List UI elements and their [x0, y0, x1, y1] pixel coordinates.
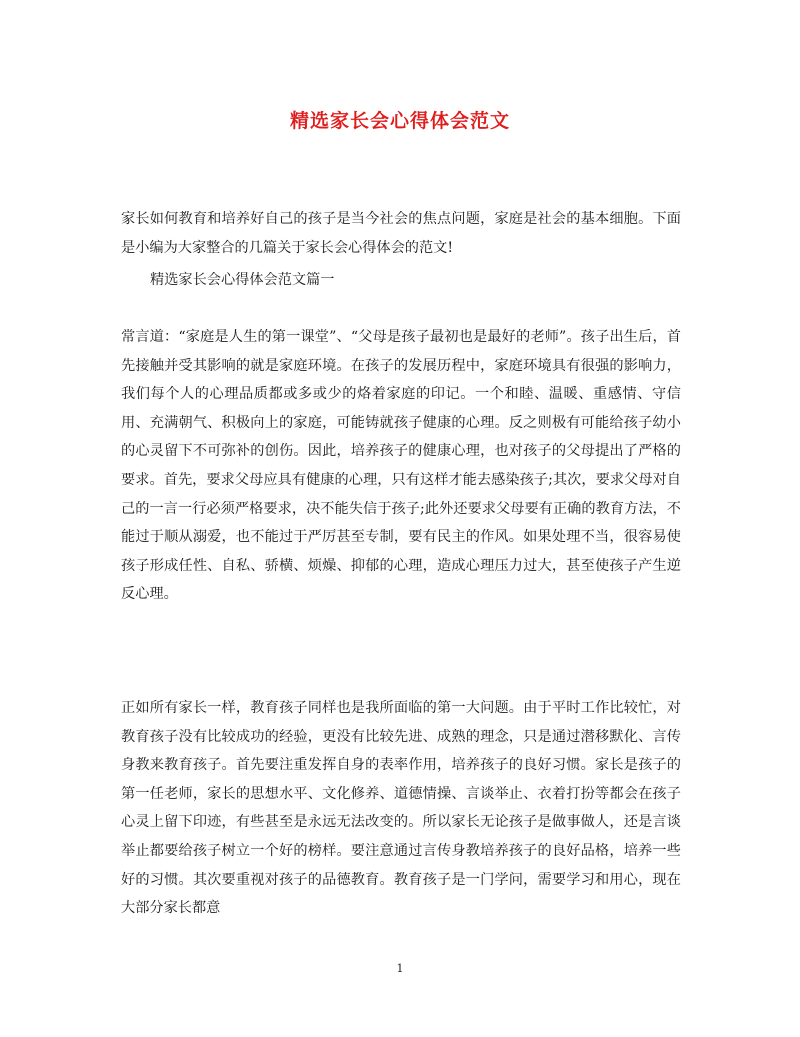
- page-number: 1: [396, 962, 404, 975]
- intro-paragraph: 家长如何教育和培养好自己的孩子是当今社会的焦点问题，家庭是社会的基本细胞。下面是小编为大家整合的几篇关于家长会心得体会的范文!: [121, 211, 681, 256]
- document-title: 精选家长会心得体会范文: [289, 110, 510, 132]
- body-paragraph-2: 正如所有家长一样，教育孩子同样也是我所面临的第一大问题。由于平时工作比较忙，对教育孩子没有比较成功的经验，更没有比较先进、成熟的理念，只是通过潜移默化、言传身教来教育孩子。首先要注重发挥自身的表率作用，培养孩子的良好习惯。家长是孩子的第一任老师，家长的思想水平、文化修养、道德情操、言谈举止、衣着打扮等都会在孩子心灵上留下印迹，有些甚至是永远无法改变的。所以家长无论孩子是做事做人，还是言谈举止都要给孩子树立一个好的榜样。要注意通过言传身教培养孩子的良好品格，培养一些好的习惯。其次要重视对孩子的品德教育。教育孩子是一门学问，需要学习和用心，现在大部分家长都意: [121, 700, 681, 917]
- section-subheading: 精选家长会心得体会范文篇一: [150, 272, 335, 288]
- body-paragraph-1: 常言道：“家庭是人生的第一课堂”、“父母是孩子最初也是最好的老师”。孩子出生后，首先接触并受其影响的就是家庭环境。在孩子的发展历程中，家庭环境具有很强的影响力，我们每个人的心理品质都或多或少的烙着家庭的印记。一个和睦、温暖、重感情、守信用、充满朝气、积极向上的家庭，可能铸就孩子健康的心理。反之则极有可能给孩子幼小的心灵留下不可弥补的创伤。因此，培养孩子的健康心理，也对孩子的父母提出了严格的要求。首先，要求父母应具有健康的心理，只有这样才能去感染孩子;其次，要求父母对自己的一言一行必须严格要求，决不能失信于孩子;此外还要求父母要有正确的教育方法，不能过于顺从溺爱，也不能过于严厉甚至专制，要有民主的作风。如果处理不当，很容易使孩子形成任性、自私、骄横、烦燥、抑郁的心理，造成心理压力过大，甚至使孩子产生逆反心理。: [121, 329, 681, 603]
